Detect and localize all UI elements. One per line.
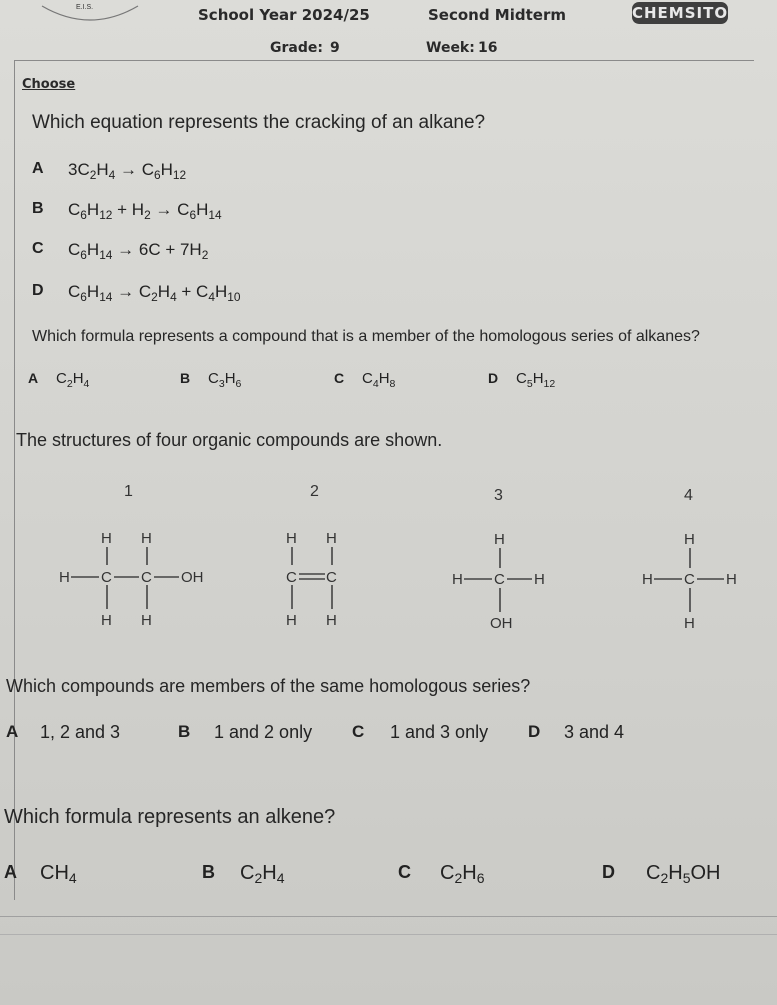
structure-number-2: 2 [310, 483, 319, 500]
q4-text: Which formula represents an alkene? [4, 806, 336, 828]
atom-label: C [684, 571, 695, 588]
structure-3-diagram [448, 528, 558, 638]
atom-label: C [101, 569, 112, 586]
q4-option-c-letter[interactable]: C [398, 862, 411, 882]
week-value: 16 [478, 40, 498, 56]
q4-option-d-letter[interactable]: D [602, 862, 615, 882]
atom-label: OH [490, 615, 513, 632]
atom-label: H [101, 530, 112, 547]
atom-label: H [684, 615, 695, 632]
q2-option-b-letter[interactable]: B [180, 370, 191, 386]
atom-label: H [494, 531, 505, 548]
q1-option-b[interactable]: $C_6H_{12} + H_2 \to C_6H_{14}$ [68, 200, 222, 222]
q3-option-c-letter[interactable]: C [352, 722, 365, 741]
grade-label: Grade: [270, 40, 323, 56]
atom-label: H [534, 571, 545, 588]
atom-label: C [494, 571, 505, 588]
atom-label: H [642, 571, 653, 588]
q2-option-a-letter[interactable]: A [28, 370, 39, 386]
left-border [14, 60, 15, 900]
week-label: Week: [426, 40, 475, 56]
q1-option-d-letter[interactable]: D [32, 282, 44, 299]
q2-option-d-letter[interactable]: D [488, 370, 499, 386]
q1-option-a[interactable]: $3C_2H_4 \to C_6H_{12}$ [68, 160, 187, 182]
q3-option-b[interactable]: 1 and 2 only [214, 722, 313, 742]
q2-text: Which formula represents a compound that is a member of the homologous series of alkanes? [32, 328, 700, 345]
bottom-rule [0, 916, 777, 917]
q1-text: Which equation represents the cracking of an alkane? [32, 112, 486, 133]
structure-2-diagram [280, 525, 360, 635]
school-logo [40, 0, 140, 26]
atom-label: H [326, 612, 337, 629]
grade-value: 9 [330, 40, 340, 56]
structure-number-1: 1 [124, 483, 133, 500]
q2-option-b[interactable]: $C_3H_6$ [208, 370, 242, 390]
q4-option-d[interactable]: $C_2H_5OH$ [646, 862, 721, 886]
q1-option-a-letter[interactable]: A [32, 160, 44, 177]
q1-option-b-letter[interactable]: B [32, 200, 44, 217]
bottom-rule-2 [0, 934, 777, 935]
q1-option-c-letter[interactable]: C [32, 240, 44, 257]
atom-label: H [59, 569, 70, 586]
atom-label: H [726, 571, 737, 588]
q2-option-a[interactable]: $C_2H_4$ [56, 370, 90, 390]
q2-option-c-letter[interactable]: C [334, 370, 345, 386]
school-year: School Year 2024/25 [198, 6, 370, 24]
q3-option-a[interactable]: 1, 2 and 3 [40, 722, 121, 742]
q2-option-d[interactable]: $C_5H_{12}$ [516, 370, 556, 390]
structure-number-4: 4 [684, 487, 693, 504]
q3-text: Which compounds are members of the same homologous series? [6, 676, 531, 696]
structure-number-3: 3 [494, 487, 503, 504]
atom-label: H [684, 531, 695, 548]
structure-1-diagram [55, 525, 225, 635]
atom-label: H [286, 612, 297, 629]
logo-text: E.I.S. [76, 4, 94, 11]
q3-option-b-letter[interactable]: B [178, 722, 191, 741]
q3-option-a-letter[interactable]: A [6, 722, 19, 741]
q4-option-a[interactable]: $CH_4$ [40, 862, 77, 886]
q4-option-a-letter[interactable]: A [4, 862, 17, 882]
header-divider [14, 60, 754, 61]
atom-label: H [141, 612, 152, 629]
q4-option-c[interactable]: $C_2H_6$ [440, 862, 485, 886]
q3-option-d[interactable]: 3 and 4 [564, 722, 625, 742]
atom-label: OH [181, 569, 204, 586]
q2-option-c[interactable]: $C_4H_8$ [362, 370, 396, 390]
atom-label: H [101, 612, 112, 629]
atom-label: C [141, 569, 152, 586]
atom-label: C [286, 569, 297, 586]
exam-title: Second Midterm [428, 6, 566, 24]
atom-label: H [141, 530, 152, 547]
q3-intro: The structures of four organic compounds are shown. [16, 430, 443, 450]
atom-label: H [452, 571, 463, 588]
atom-label: H [326, 530, 337, 547]
structure-1-bonds [71, 547, 179, 609]
q3-option-d-letter[interactable]: D [528, 722, 541, 741]
q4-option-b-letter[interactable]: B [202, 862, 215, 882]
q3-option-c[interactable]: 1 and 3 only [390, 722, 489, 742]
q1-option-c[interactable]: $C_6H_{14} \to 6C + 7H_2$ [68, 240, 209, 262]
atom-label: C [326, 569, 337, 586]
section-title: Choose [22, 77, 76, 92]
q4-option-b[interactable]: $C_2H_4$ [240, 862, 285, 886]
brand-logo: CHEMSITO [632, 4, 729, 22]
atom-label: H [286, 530, 297, 547]
structure-4-diagram [638, 528, 748, 638]
q1-option-d[interactable]: $C_6H_{14} \to C_2H_4 + C_4H_{10}$ [68, 282, 241, 304]
